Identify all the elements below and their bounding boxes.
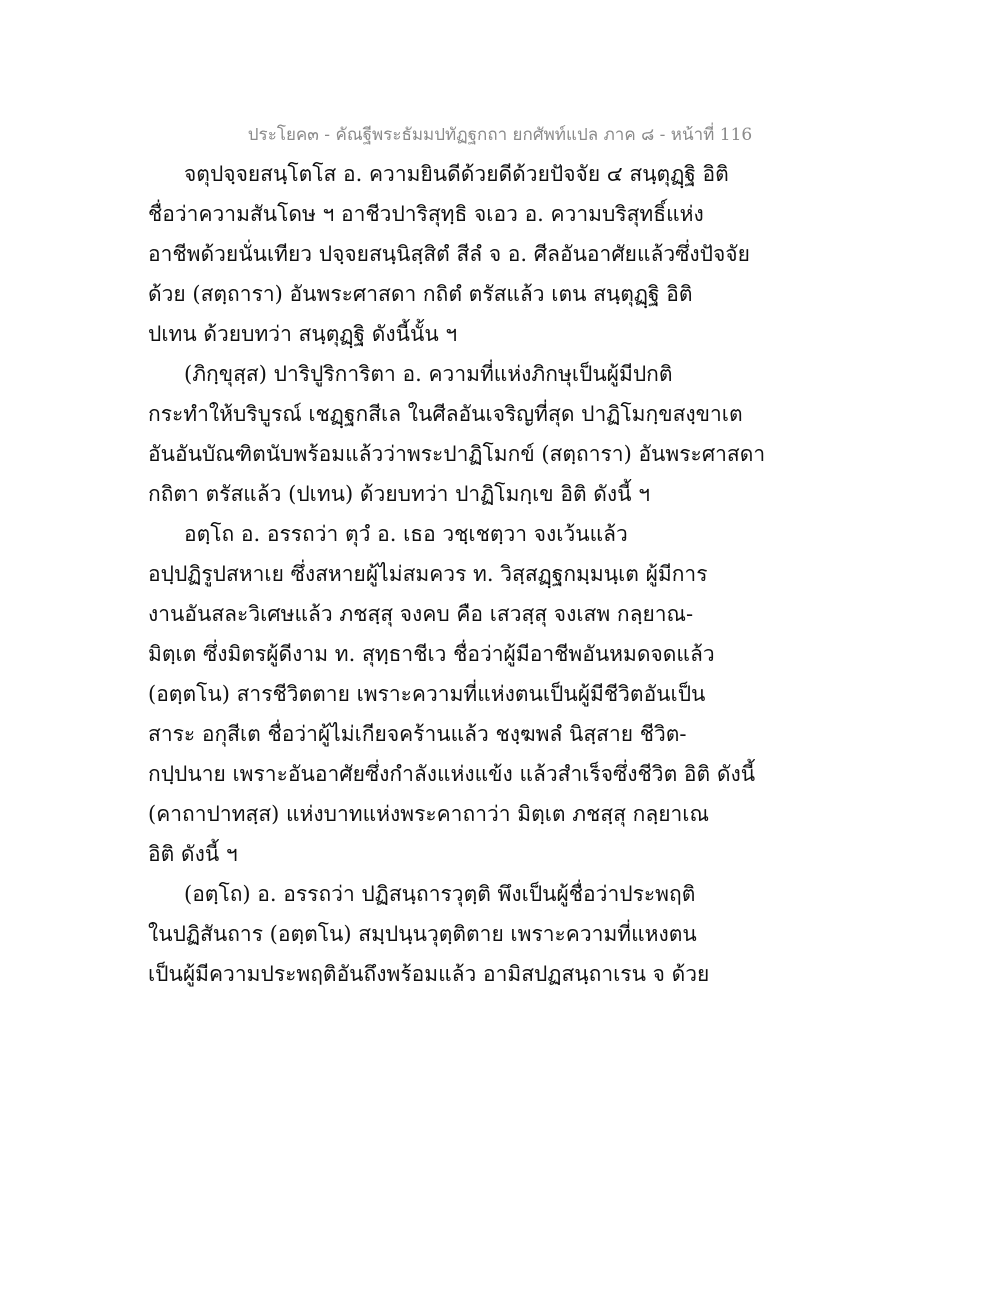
text-line: อตฺโถ อ. อรรถว่า ตุวํ อ. เธอ วชฺเชตฺวา จงเว้นแล้ว <box>184 522 628 546</box>
text-line: (คาถาปาทสฺส) แห่งบาทแห่งพระคาถาว่า มิตฺเต ภชสฺสุ กลฺยาเณ <box>148 802 709 826</box>
body-text <box>148 154 766 994</box>
text-line: ในปฏิสันถาร (อตฺตโน) สมฺปนฺนวุตฺติตาย เพราะความที่แหงตน <box>148 922 697 946</box>
text-line: สาระ อกุสีเต ชื่อว่าผู้ไม่เกียจคร้านแล้ว ชงฺฆพลํ นิสฺสาย ชีวิต- <box>148 722 687 746</box>
text-line: กระทำให้บริบูรณ์ เชฏฺฐกสีเล ในศีลอันเจริญที่สุด ปาฏิโมกฺขสงฺขาเต <box>148 402 743 426</box>
text-line: มิตฺเต ซึ่งมิตรผู้ดีงาม ท. สุทฺธาชีเว ชื่อว่าผู้มีอาชีพอันหมดจดแล้ว <box>148 642 715 666</box>
text-line: ด้วย (สตฺถารา) อันพระศาสดา กถิตํ ตรัสแล้ว เตน สนฺตุฏฺฐิ อิติ <box>148 282 693 306</box>
paragraph <box>148 874 718 994</box>
text-line: อิติ ดังนี้ ฯ <box>148 842 238 866</box>
running-header: ประโยค๓ - คัณฐีพระธัมมปทัฏฐกถา ยกศัพท์แปล ภาค ๘ - หน้าที่ 116 <box>247 125 753 145</box>
text-line: (อตฺโถ) อ. อรรถว่า ปฏิสนฺถารวุตฺติ พึงเป็นผู้ชื่อว่าประพฤติ <box>184 882 696 906</box>
text-line: เป็นผู้มีความประพฤติอันถึงพร้อมแล้ว อามิสปฏสนฺถาเรน จ ด้วย <box>148 962 710 986</box>
text-line: อาชีพด้วยนั่นเทียว ปจฺจยสนฺนิสฺสิตํ สีลํ จ อ. ศีลอันอาศัยแล้วซึ่งปัจจัย <box>148 242 750 266</box>
text-line: ชื่อว่าความสันโดษ ฯ อาชีวปาริสุทฺธิ จเอว อ. ความบริสุทธิ์แห่ง <box>148 202 704 226</box>
text-line: กปฺปนาย เพราะอันอาศัยซึ่งกำลังแห่งแข้ง แล้วสำเร็จซึ่งชีวิต อิติ ดังนี้ <box>148 762 756 786</box>
text-line: ปเทน ด้วยบทว่า สนฺตุฏฺฐิ ดังนี้นั้น ฯ <box>148 322 458 346</box>
text-line: งานอันสละวิเศษแล้ว ภชสฺสุ จงคบ คือ เสวสฺสุ จงเสพ กลฺยาณ- <box>148 602 694 626</box>
paragraph <box>148 354 766 514</box>
paragraph <box>148 154 750 354</box>
text-line: อปฺปฏิรูปสหาเย ซึ่งสหายผู้ไม่สมควร ท. วิสฺสฏฺฐกมฺมนฺเต ผู้มีการ <box>148 562 708 586</box>
text-line: (ภิกฺขุสฺส) ปาริปูริการิตา อ. ความที่แห่งภิกษุเป็นผู้มีปกติ <box>184 362 673 386</box>
text-line: กถิตา ตรัสแล้ว (ปเทน) ด้วยบทว่า ปาฏิโมกฺเข อิติ ดังนี้ ฯ <box>148 482 650 506</box>
text-line: (อตฺตโน) สารชีวิตตาย เพราะความที่แห่งตนเป็นผู้มีชีวิตอันเป็น <box>148 682 706 706</box>
text-line: อันอันบัณฑิตนับพร้อมแล้วว่าพระปาฏิโมกข์ (สตฺถารา) อันพระศาสดา <box>148 442 766 466</box>
paragraph <box>148 514 756 874</box>
text-line: จตุปจฺจยสนฺโตโส อ. ความยินดีด้วยดีด้วยปัจจัย ๔ สนฺตุฏฺฐิ อิติ <box>184 162 729 186</box>
